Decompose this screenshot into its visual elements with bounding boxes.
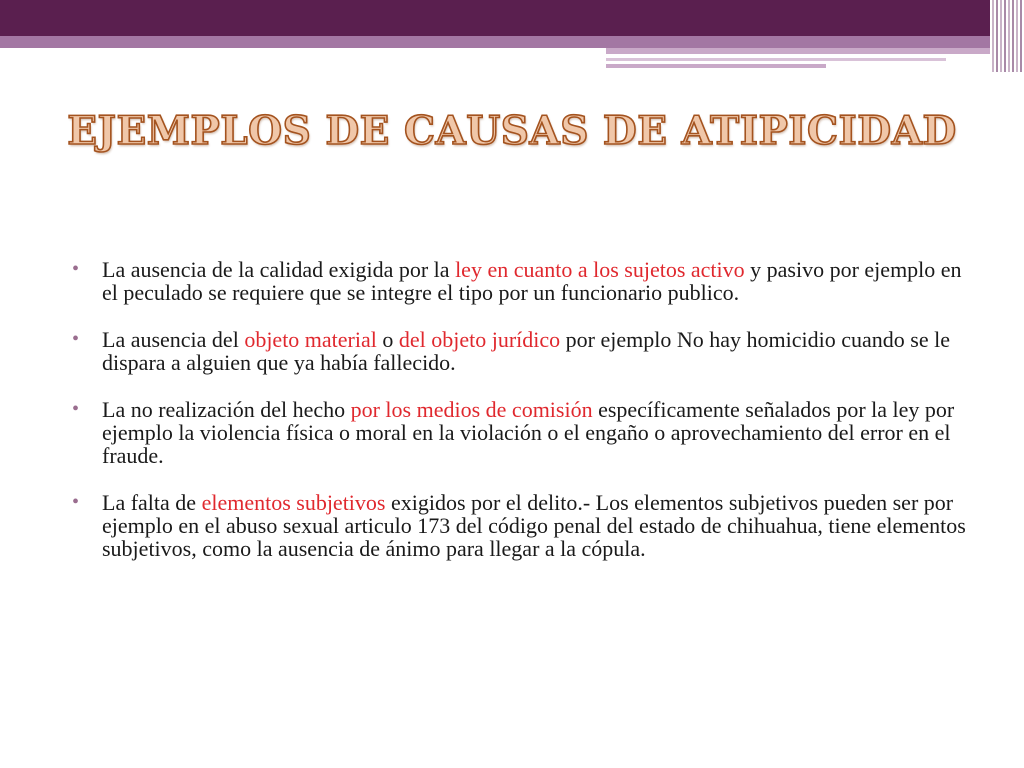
highlighted-text: objeto material xyxy=(244,327,377,352)
highlighted-text: por los medios de comisión xyxy=(350,397,593,422)
top-band xyxy=(0,0,990,36)
bullet-text: La ausencia de la calidad exigida por la xyxy=(102,257,456,282)
vertical-stripes xyxy=(990,0,1024,72)
slide-title: EJEMPLOS DE CAUSAS DE ATIPICIDAD xyxy=(67,108,957,154)
bullet-text: La falta de xyxy=(102,490,202,515)
bullet-icon: • xyxy=(72,328,80,350)
bullet-icon: • xyxy=(72,491,80,513)
bullet-text: y pasivo por ejemplo en el peculado se requiere que se integre el tipo por un funcionario publico. xyxy=(102,257,962,305)
bullet-list xyxy=(72,258,972,584)
bullet-text: La ausencia del xyxy=(102,327,245,352)
bullet-text: por ejemplo No hay homicidio cuando se le dispara a alguien que ya había fallecido. xyxy=(102,327,950,375)
bullet-icon: • xyxy=(72,398,80,420)
top-accent-line xyxy=(606,64,826,68)
top-accent-line xyxy=(606,58,946,61)
bullet-text: La no realización del hecho xyxy=(102,397,351,422)
bullet-text: exigidos por el delito.- Los elementos subjetivos pueden ser por ejemplo en el abuso sexual articulo 173 del código penal del estado de chihuahua, tiene elementos subjetivos, como la ausencia de ánimo para llegar a la cópula. xyxy=(102,490,966,561)
bullet-item xyxy=(72,491,972,560)
top-band-light xyxy=(0,36,990,48)
highlighted-text: ley en cuanto a los sujetos activo xyxy=(455,257,745,282)
highlighted-text: elementos subjetivos xyxy=(201,490,386,515)
bullet-item xyxy=(72,328,972,374)
bullet-item xyxy=(72,258,972,304)
top-accent-line xyxy=(606,48,990,54)
bullet-text: específicamente señalados por la ley por ejemplo la violencia física o moral en la violación o el engaño o aprovechamiento del error en el fraude. xyxy=(102,397,955,468)
bullet-item xyxy=(72,398,972,467)
highlighted-text: del objeto jurídico xyxy=(398,327,561,352)
bullet-text: o xyxy=(376,327,399,352)
bullet-icon: • xyxy=(72,258,80,280)
